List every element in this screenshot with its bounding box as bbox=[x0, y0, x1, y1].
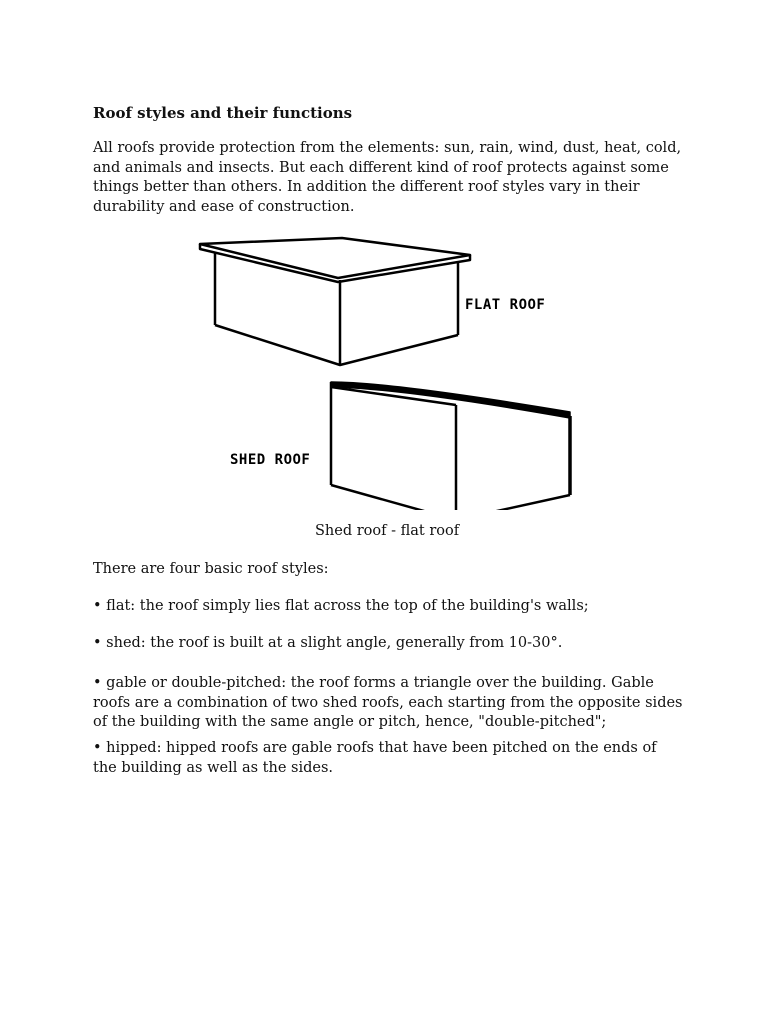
figure-caption: Shed roof - flat roof bbox=[315, 523, 460, 539]
shed-roof-drawing bbox=[331, 382, 570, 510]
bullet-gable: • gable or double-pitched: the roof forms a triangle over the building. Gable roofs are a combination of two shed roofs, each starting from the opposite sides of the building with the same angle or pitch, hence, "double-pitched"; bbox=[93, 675, 683, 730]
bullet-flat: • flat: the roof simply lies flat across the top of the building's walls; bbox=[93, 598, 589, 614]
list-intro: There are four basic roof styles: bbox=[93, 561, 329, 577]
shed-roof-label: SHED ROOF bbox=[230, 452, 311, 468]
flat-roof-label: FLAT ROOF bbox=[465, 297, 546, 313]
flat-roof-drawing bbox=[200, 238, 470, 365]
roof-illustration bbox=[190, 230, 590, 510]
roof-styles-figure bbox=[190, 230, 590, 510]
intro-paragraph: All roofs provide protection from the elements: sun, rain, wind, dust, heat, cold, and animals and insects. But each different kind of roof protects against some things better than others. In addition the different roof styles vary in their durability and ease of construction. bbox=[93, 140, 682, 215]
bullet-hipped: • hipped: hipped roofs are gable roofs that have been pitched on the ends of the building as well as the sides. bbox=[93, 740, 657, 776]
bullet-shed: • shed: the roof is built at a slight angle, generally from 10-30°. bbox=[93, 635, 563, 651]
page-title: Roof styles and their functions bbox=[93, 104, 353, 122]
